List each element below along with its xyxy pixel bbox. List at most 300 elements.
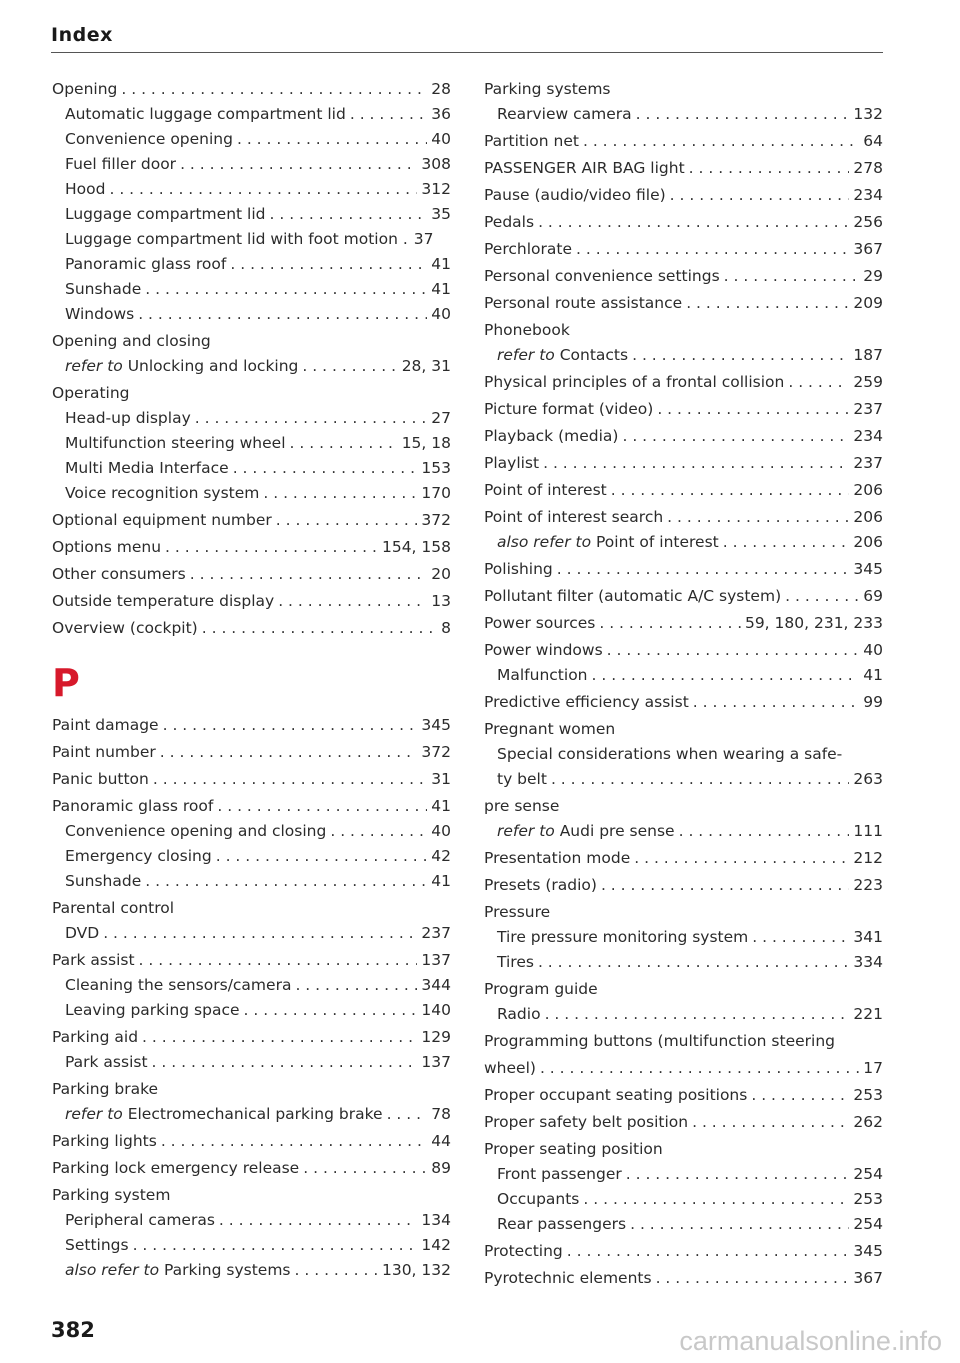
index-subentry bbox=[52, 406, 451, 431]
page-reference: 28 bbox=[431, 80, 451, 98]
entry-text: Peripheral cameras bbox=[65, 1211, 215, 1229]
index-entry bbox=[52, 329, 451, 354]
index-subentry bbox=[484, 819, 883, 844]
entry-term bbox=[65, 227, 408, 252]
entry-term bbox=[52, 381, 130, 406]
entry-text: Pollutant filter (automatic A/C system) bbox=[484, 587, 782, 605]
index-entry bbox=[484, 318, 883, 343]
page-reference: 154, 158 bbox=[381, 538, 451, 556]
leader-dots bbox=[233, 456, 418, 481]
index-entry bbox=[484, 1056, 883, 1081]
cross-reference-label: refer to bbox=[497, 822, 555, 840]
entry-term bbox=[65, 819, 326, 844]
index-subentry bbox=[484, 950, 883, 975]
entry-text: Hood bbox=[65, 180, 106, 198]
entry-term bbox=[52, 329, 211, 354]
index-entry bbox=[484, 156, 883, 181]
entry-text: Tire pressure monitoring system bbox=[497, 928, 749, 946]
page-reference: 31 bbox=[431, 770, 451, 788]
page-reference: 221 bbox=[853, 1005, 883, 1023]
index-entry bbox=[484, 370, 883, 395]
page-reference: 237 bbox=[853, 400, 883, 418]
page-reference: 256 bbox=[853, 213, 883, 231]
entry-term bbox=[52, 535, 161, 560]
leader-dots bbox=[202, 616, 437, 641]
leader-dots bbox=[145, 869, 427, 894]
leader-dots bbox=[607, 638, 860, 663]
entry-term bbox=[484, 1239, 563, 1264]
entry-text: Park assist bbox=[52, 951, 135, 969]
entry-text: Partition net bbox=[484, 132, 579, 150]
page-reference: 308 bbox=[421, 155, 451, 173]
entry-term bbox=[65, 481, 259, 506]
page-reference: 89 bbox=[431, 1159, 451, 1177]
index-entry bbox=[52, 616, 451, 641]
entry-term bbox=[52, 740, 156, 765]
entry-text: Rear passengers bbox=[497, 1215, 627, 1233]
index-entry bbox=[52, 381, 451, 406]
entry-text: Options menu bbox=[52, 538, 162, 556]
page-reference: 41 bbox=[431, 255, 451, 273]
page-reference: 372 bbox=[421, 743, 451, 761]
leader-dots bbox=[276, 508, 418, 533]
leader-dots bbox=[142, 1025, 417, 1050]
entry-text: Settings bbox=[65, 1236, 129, 1254]
page-reference: 345 bbox=[421, 716, 451, 734]
index-subentry bbox=[52, 921, 451, 946]
leader-dots bbox=[679, 819, 850, 844]
entry-term bbox=[497, 1187, 579, 1212]
leader-dots bbox=[567, 1239, 850, 1264]
page-reference: 29 bbox=[863, 267, 883, 285]
leader-dots bbox=[133, 1233, 418, 1258]
entry-term bbox=[65, 921, 99, 946]
leader-dots bbox=[626, 1162, 850, 1187]
page-reference: 37 bbox=[413, 230, 434, 248]
index-subentry bbox=[52, 152, 451, 177]
page-reference: 111 bbox=[853, 822, 883, 840]
entry-text: Park assist bbox=[65, 1053, 148, 1071]
entry-term bbox=[497, 819, 675, 844]
index-entry bbox=[484, 557, 883, 582]
page-reference: 41 bbox=[431, 280, 451, 298]
entry-term bbox=[484, 638, 603, 663]
entry-text: Opening bbox=[52, 80, 118, 98]
entry-text: Pause (audio/video file) bbox=[484, 186, 666, 204]
leader-dots bbox=[160, 740, 418, 765]
index-entry bbox=[52, 767, 451, 792]
entry-text: Luggage compartment lid bbox=[65, 205, 266, 223]
leader-dots bbox=[138, 302, 427, 327]
entry-text: Overview (cockpit) bbox=[52, 619, 198, 637]
entry-term bbox=[65, 973, 291, 998]
index-subentry bbox=[52, 177, 451, 202]
leader-dots bbox=[278, 589, 427, 614]
leader-dots bbox=[583, 129, 859, 154]
entry-term bbox=[497, 742, 842, 767]
entry-term bbox=[65, 431, 286, 456]
entry-text: Front passenger bbox=[497, 1165, 622, 1183]
page-reference: 153 bbox=[421, 459, 451, 477]
leader-dots bbox=[152, 1050, 418, 1075]
entry-term bbox=[65, 152, 176, 177]
leader-dots bbox=[692, 1110, 849, 1135]
entry-term bbox=[484, 1029, 835, 1054]
entry-term bbox=[497, 1162, 622, 1187]
page-reference: 262 bbox=[853, 1113, 883, 1131]
entry-text: Fuel filler door bbox=[65, 155, 177, 173]
index-subentry bbox=[52, 1258, 451, 1283]
entry-text: Rearview camera bbox=[497, 105, 632, 123]
leader-dots bbox=[599, 611, 741, 636]
entry-term bbox=[484, 318, 570, 343]
leader-dots bbox=[269, 202, 427, 227]
page-reference: 237 bbox=[853, 454, 883, 472]
leader-dots bbox=[785, 584, 859, 609]
entry-term bbox=[497, 767, 547, 792]
page-reference: 345 bbox=[853, 560, 883, 578]
page-reference: 234 bbox=[853, 186, 883, 204]
entry-term bbox=[52, 77, 117, 102]
entry-text: Phonebook bbox=[484, 321, 570, 339]
entry-text: Personal convenience settings bbox=[484, 267, 720, 285]
leader-dots bbox=[387, 1102, 428, 1127]
index-entry bbox=[52, 589, 451, 614]
entry-term bbox=[484, 1056, 536, 1081]
entry-text: Pregnant women bbox=[484, 720, 616, 738]
index-entry bbox=[52, 1077, 451, 1102]
index-subentry bbox=[484, 742, 883, 767]
leader-dots bbox=[217, 794, 427, 819]
cross-reference-label: also refer to bbox=[65, 1261, 160, 1279]
entry-term bbox=[52, 948, 135, 973]
index-entry bbox=[484, 1029, 883, 1054]
leader-dots bbox=[611, 478, 850, 503]
entry-term bbox=[65, 127, 233, 152]
page-reference: 40 bbox=[431, 822, 451, 840]
entry-text: Pedals bbox=[484, 213, 535, 231]
index-entry bbox=[52, 948, 451, 973]
leader-dots bbox=[630, 1212, 849, 1237]
entry-term bbox=[484, 717, 615, 742]
leader-dots bbox=[263, 481, 417, 506]
entry-text: Parking system bbox=[52, 1186, 171, 1204]
entry-text: Occupants bbox=[497, 1190, 580, 1208]
entry-term bbox=[65, 844, 212, 869]
entry-text: Unlocking and locking bbox=[127, 357, 299, 375]
leader-dots bbox=[667, 505, 849, 530]
entry-term bbox=[52, 562, 186, 587]
index-entry bbox=[484, 717, 883, 742]
entry-text: Emergency closing bbox=[65, 847, 212, 865]
index-entry bbox=[484, 183, 883, 208]
page-reference: 259 bbox=[853, 373, 883, 391]
entry-text: wheel) bbox=[484, 1059, 536, 1077]
entry-text: Point of interest bbox=[596, 533, 719, 551]
entry-term bbox=[497, 1212, 626, 1237]
page-reference: 129 bbox=[421, 1028, 451, 1046]
index-section-letter: P bbox=[52, 661, 80, 705]
leader-dots bbox=[290, 431, 398, 456]
leader-dots bbox=[551, 767, 849, 792]
leader-dots bbox=[330, 819, 427, 844]
leader-dots bbox=[153, 767, 427, 792]
index-subentry bbox=[484, 1212, 883, 1237]
index-subentry bbox=[52, 1233, 451, 1258]
entry-term bbox=[65, 1102, 383, 1127]
index-subentry bbox=[52, 102, 451, 127]
index-subentry bbox=[484, 925, 883, 950]
entry-term bbox=[497, 102, 632, 127]
index-entry bbox=[52, 1025, 451, 1050]
entry-term bbox=[484, 1266, 652, 1291]
entry-text: Multi Media Interface bbox=[65, 459, 229, 477]
page-reference: 27 bbox=[431, 409, 451, 427]
entry-text: Convenience opening and closing bbox=[65, 822, 327, 840]
index-subentry bbox=[484, 1187, 883, 1212]
leader-dots bbox=[557, 557, 850, 582]
entry-text: PASSENGER AIR BAG light bbox=[484, 159, 685, 177]
entry-text: Protecting bbox=[484, 1242, 563, 1260]
cross-reference-label: refer to bbox=[65, 357, 123, 375]
leader-dots bbox=[752, 925, 849, 950]
entry-text: Voice recognition system bbox=[65, 484, 260, 502]
entry-term bbox=[484, 478, 607, 503]
entry-term bbox=[484, 611, 595, 636]
entry-text: Programming buttons (multifunction steering bbox=[484, 1032, 835, 1050]
entry-term bbox=[65, 102, 346, 127]
entry-term bbox=[65, 1208, 215, 1233]
entry-term bbox=[65, 354, 298, 379]
entry-term bbox=[65, 456, 229, 481]
page-reference: 223 bbox=[853, 876, 883, 894]
leader-dots bbox=[693, 690, 859, 715]
entry-term bbox=[484, 794, 559, 819]
entry-term bbox=[497, 950, 534, 975]
index-column-left bbox=[52, 75, 451, 1283]
entry-term bbox=[52, 508, 272, 533]
page-reference: 234 bbox=[853, 427, 883, 445]
entry-text: Head-up display bbox=[65, 409, 191, 427]
index-entry bbox=[484, 977, 883, 1002]
leader-dots bbox=[538, 950, 849, 975]
index-subentry bbox=[52, 127, 451, 152]
index-subentry bbox=[484, 530, 883, 555]
leader-dots bbox=[302, 354, 397, 379]
page-reference: 78 bbox=[431, 1105, 451, 1123]
entry-term bbox=[52, 767, 149, 792]
cross-reference-label: also refer to bbox=[497, 533, 592, 551]
page-reference: 36 bbox=[431, 105, 451, 123]
entry-term bbox=[65, 302, 134, 327]
page-reference: 206 bbox=[853, 481, 883, 499]
index-entry bbox=[484, 129, 883, 154]
index-subentry bbox=[52, 1102, 451, 1127]
index-subentry bbox=[52, 819, 451, 844]
entry-text: Panoramic glass roof bbox=[52, 797, 214, 815]
index-subentry bbox=[52, 302, 451, 327]
page-reference: 13 bbox=[431, 592, 451, 610]
page-reference: 206 bbox=[853, 508, 883, 526]
page-reference: 41 bbox=[431, 797, 451, 815]
leader-dots bbox=[180, 152, 417, 177]
page-reference: 367 bbox=[853, 240, 883, 258]
index-entry bbox=[52, 562, 451, 587]
leader-dots bbox=[788, 370, 849, 395]
entry-text: Panoramic glass roof bbox=[65, 255, 227, 273]
leader-dots bbox=[632, 343, 849, 368]
entry-text: Physical principles of a frontal collision bbox=[484, 373, 785, 391]
index-subentry bbox=[52, 456, 451, 481]
entry-term bbox=[484, 557, 553, 582]
page-reference: 341 bbox=[853, 928, 883, 946]
entry-text: Pressure bbox=[484, 903, 551, 921]
leader-dots bbox=[139, 948, 418, 973]
leader-dots bbox=[636, 102, 850, 127]
index-entry bbox=[484, 424, 883, 449]
leader-dots bbox=[190, 562, 428, 587]
entry-text: Opening and closing bbox=[52, 332, 211, 350]
entry-text: Special considerations when wearing a safe- bbox=[497, 745, 843, 763]
page-header-title: Index bbox=[51, 24, 113, 46]
entry-term bbox=[52, 1025, 138, 1050]
page-reference: 344 bbox=[421, 976, 451, 994]
leader-dots bbox=[723, 530, 850, 555]
entry-term bbox=[65, 277, 141, 302]
entry-term bbox=[65, 252, 226, 277]
entry-text: Automatic luggage compartment lid bbox=[65, 105, 346, 123]
index-entry bbox=[52, 896, 451, 921]
leader-dots bbox=[724, 264, 860, 289]
entry-text: Panic button bbox=[52, 770, 149, 788]
entry-term bbox=[52, 1129, 157, 1154]
entry-text: Leaving parking space bbox=[65, 1001, 240, 1019]
entry-term bbox=[484, 77, 611, 102]
entry-text: Program guide bbox=[484, 980, 598, 998]
entry-text: Electromechanical parking brake bbox=[127, 1105, 383, 1123]
leader-dots bbox=[295, 1258, 378, 1283]
entry-text: Personal route assistance bbox=[484, 294, 683, 312]
index-entry bbox=[484, 397, 883, 422]
entry-text: Sunshade bbox=[65, 872, 142, 890]
entry-term bbox=[484, 370, 784, 395]
entry-term bbox=[497, 925, 748, 950]
cross-reference-label: refer to bbox=[497, 346, 555, 364]
index-entry bbox=[52, 535, 451, 560]
entry-text: Point of interest search bbox=[484, 508, 664, 526]
index-entry bbox=[52, 1129, 451, 1154]
entry-term bbox=[484, 451, 539, 476]
page-reference: 69 bbox=[863, 587, 883, 605]
page-reference: 237 bbox=[421, 924, 451, 942]
index-entry bbox=[484, 611, 883, 636]
index-entry bbox=[484, 584, 883, 609]
page-reference: 44 bbox=[431, 1132, 451, 1150]
leader-dots bbox=[689, 156, 850, 181]
entry-term bbox=[484, 291, 682, 316]
page-reference: 254 bbox=[853, 1215, 883, 1233]
index-entry bbox=[52, 794, 451, 819]
entry-term bbox=[484, 424, 618, 449]
index-entry bbox=[484, 1110, 883, 1135]
entry-text: Point of interest bbox=[484, 481, 607, 499]
leader-dots bbox=[601, 873, 849, 898]
entry-text: Parking aid bbox=[52, 1028, 139, 1046]
leader-dots bbox=[230, 252, 427, 277]
entry-text: Presentation mode bbox=[484, 849, 631, 867]
leader-dots bbox=[656, 1266, 850, 1291]
entry-term bbox=[65, 998, 240, 1023]
index-subentry bbox=[52, 869, 451, 894]
page-reference: 206 bbox=[853, 533, 883, 551]
page-reference: 345 bbox=[853, 1242, 883, 1260]
index-subentry bbox=[484, 1002, 883, 1027]
entry-text: Tires bbox=[497, 953, 534, 971]
index-entry bbox=[484, 1266, 883, 1291]
entry-term bbox=[484, 129, 579, 154]
index-subentry bbox=[52, 431, 451, 456]
page-reference: 15, 18 bbox=[401, 434, 451, 452]
leader-dots bbox=[103, 921, 417, 946]
page-reference: 263 bbox=[853, 770, 883, 788]
entry-text: Pyrotechnic elements bbox=[484, 1269, 652, 1287]
index-entry bbox=[52, 713, 451, 738]
leader-dots bbox=[592, 663, 860, 688]
page-reference: 134 bbox=[421, 1211, 451, 1229]
leader-dots bbox=[657, 397, 849, 422]
entry-term bbox=[52, 1183, 170, 1208]
entry-term bbox=[484, 873, 597, 898]
leader-dots bbox=[244, 998, 418, 1023]
entry-text: Parking lock emergency release bbox=[52, 1159, 300, 1177]
page-reference: 35 bbox=[431, 205, 451, 223]
entry-text: Cleaning the sensors/camera bbox=[65, 976, 292, 994]
page-reference: 130, 132 bbox=[381, 1261, 451, 1279]
entry-text: Luggage compartment lid with foot motion . bbox=[65, 230, 408, 248]
index-entry bbox=[484, 900, 883, 925]
entry-term bbox=[52, 713, 159, 738]
index-entry bbox=[52, 1183, 451, 1208]
entry-term bbox=[497, 343, 628, 368]
entry-text: Sunshade bbox=[65, 280, 142, 298]
page-reference: 367 bbox=[853, 1269, 883, 1287]
page-reference: 137 bbox=[421, 1053, 451, 1071]
page-reference: 253 bbox=[853, 1190, 883, 1208]
entry-term bbox=[484, 900, 550, 925]
entry-text: Multifunction steering wheel bbox=[65, 434, 286, 452]
index-entry bbox=[484, 291, 883, 316]
entry-text: Contacts bbox=[559, 346, 629, 364]
page-reference: 8 bbox=[441, 619, 451, 637]
entry-term bbox=[65, 1233, 129, 1258]
entry-text: DVD bbox=[65, 924, 100, 942]
entry-term bbox=[65, 406, 191, 431]
entry-term bbox=[65, 1050, 148, 1075]
leader-dots bbox=[163, 713, 418, 738]
page-reference: 40 bbox=[863, 641, 883, 659]
leader-dots bbox=[161, 1129, 427, 1154]
index-entry bbox=[484, 690, 883, 715]
entry-text: Paint number bbox=[52, 743, 156, 761]
page-number: 382 bbox=[51, 1318, 95, 1342]
leader-dots bbox=[303, 1156, 427, 1181]
entry-text: Optional equipment number bbox=[52, 511, 272, 529]
entry-text: Parking brake bbox=[52, 1080, 159, 1098]
leader-dots bbox=[686, 291, 849, 316]
page-reference: 132 bbox=[853, 105, 883, 123]
entry-term bbox=[484, 505, 663, 530]
index-subentry bbox=[52, 277, 451, 302]
